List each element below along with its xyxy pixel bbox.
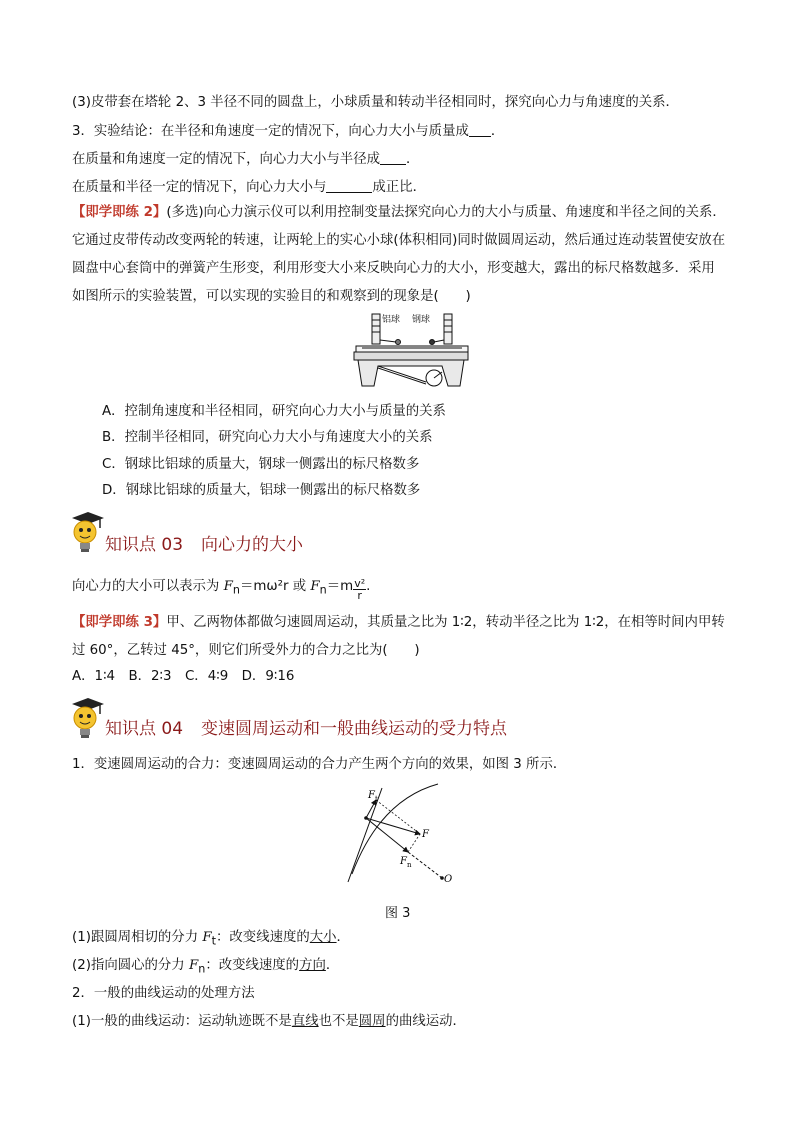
label-ft-sub: t: [375, 795, 378, 803]
item-general-curve: [72, 1013, 466, 1031]
text: 在质量和半径一定的情况下，向心力大小与: [72, 180, 327, 195]
formula-part: ＝mω²r: [239, 579, 289, 594]
label-aluminum-ball: 铝球: [382, 315, 401, 325]
kp-number: 知识点 03: [105, 535, 184, 555]
text-line-conclusion-mass: [72, 122, 504, 141]
answer-blank[interactable]: [469, 122, 491, 137]
option-a[interactable]: [102, 403, 446, 421]
scholar-bulb-icon: [68, 696, 104, 742]
text-line-conclusion-radius: [72, 150, 419, 169]
label-f: F: [422, 829, 429, 840]
scholar-bulb-icon: [68, 510, 104, 556]
object-point: [364, 816, 368, 820]
kp-number: 知识点 04: [105, 719, 184, 739]
radius-dashed: [408, 852, 442, 878]
question-text: (多选)向心力演示仪可以利用控制变量法探究向心力的大小与质量、角速度和半径之间的关系．它通过皮带传动改变两轮的转速，让两轮上的实心小球(体积相同)同时做圆周运动，然后通过连动装置使安放在圆盘中心套筒中的弹簧产生形变，利用形变大小来反映向心力的大小，形变越大，露出的标尺格数越多．采用如图所示的实验装置，可以实现的实验目的和观察到的现象是( ): [72, 205, 726, 304]
label-o: O: [444, 874, 453, 885]
label-fn: F: [400, 856, 407, 867]
kp-title: 向心力的大小: [201, 535, 304, 555]
practice-tag: 【即学即练 3】: [72, 615, 167, 630]
answer-blank[interactable]: [380, 150, 406, 165]
figure-3-caption: [385, 902, 410, 921]
subscript: t: [211, 934, 217, 948]
text-line-experiment-step-3: [72, 94, 679, 112]
knowledge-point-04-heading: [105, 718, 507, 740]
text: 成正比．: [372, 180, 426, 195]
text: 向心力的大小可以表示为: [72, 579, 224, 594]
text: ．: [405, 152, 420, 167]
text: (3)皮带套在塔轮 2、3 半径不同的圆盘上，小球质量和转动半径相同时，探究向心力与角速度的关系．: [72, 95, 679, 110]
option-text: C．钢球比铝球的质量大，钢球一侧露出的标尺格数多: [102, 457, 420, 472]
item-tangential-force: [72, 929, 350, 951]
subscript: n: [319, 583, 327, 597]
text: ：改变线速度的: [216, 930, 310, 945]
text: (1)一般的曲线运动：运动轨迹既不是: [72, 1014, 292, 1029]
symbol-f: F: [188, 958, 199, 973]
formula-part: ＝m: [326, 579, 354, 594]
practice-tag: 【即学即练 2】: [72, 205, 167, 220]
figure-3-force-decomposition: [330, 782, 460, 892]
denominator: r: [357, 589, 362, 602]
text: ．: [336, 930, 350, 945]
base-top: [354, 352, 468, 360]
base-frame: [358, 360, 464, 386]
kp-title: 变速圆周运动和一般曲线运动的受力特点: [201, 719, 508, 739]
fraction: [353, 578, 366, 601]
label-ft: F: [368, 790, 375, 801]
caption-text: 图 3: [385, 906, 411, 921]
text: 2．一般的曲线运动的处理方法: [72, 986, 255, 1001]
section-2-heading: [72, 985, 255, 1003]
text: 3．实验结论：在半径和角速度一定的情况下，向心力大小与质量成: [72, 124, 469, 139]
numerator: v²: [354, 577, 366, 590]
options-text: A．1∶4 B．2∶3 C．4∶9 D．9∶16: [72, 669, 295, 684]
aluminum-ball: [396, 340, 401, 345]
answer-blank[interactable]: [326, 178, 372, 193]
subscript: n: [232, 583, 240, 597]
underlined-answer: 直线: [291, 1014, 319, 1029]
option-text: A．控制角速度和半径相同，研究向心力大小与质量的关系: [102, 404, 446, 419]
steel-ball: [430, 340, 435, 345]
centripetal-force-apparatus-figure: [352, 310, 470, 392]
text: 或: [288, 579, 311, 594]
text: 1．变速圆周运动的合力：变速圆周运动的合力产生两个方向的效果，如图 3 所示．: [72, 757, 567, 772]
practice-2-question: [72, 199, 726, 311]
parallelogram-edge: [408, 834, 420, 852]
option-b[interactable]: [102, 429, 433, 447]
item-normal-force: [72, 957, 339, 979]
underlined-answer: 方向: [299, 958, 326, 973]
practice-3-options[interactable]: [72, 668, 294, 686]
text: (1)跟圆周相切的分力: [72, 930, 203, 945]
symbol-f: F: [310, 579, 320, 594]
text: ：改变线速度的: [205, 958, 300, 973]
knowledge-point-03-heading: [105, 534, 303, 556]
underlined-answer: 圆周: [358, 1014, 386, 1029]
option-c[interactable]: [102, 456, 419, 474]
underlined-answer: 大小: [309, 930, 337, 945]
text: ．: [490, 124, 505, 139]
label-steel-ball: 钢球: [412, 315, 431, 325]
option-text: D．钢球比铝球的质量大，铝球一侧露出的标尺格数多: [102, 483, 421, 498]
centripetal-force-formula: [72, 576, 370, 602]
label-fn-sub: n: [407, 861, 412, 869]
text-line-conclusion-angular: [72, 178, 426, 197]
practice-3-question: [72, 609, 726, 665]
text: 也不是: [318, 1014, 359, 1029]
option-text: B．控制半径相同，研究向心力大小与角速度大小的关系: [102, 430, 433, 445]
option-d[interactable]: [102, 482, 420, 500]
symbol-f: F: [202, 930, 212, 945]
text: 的曲线运动．: [385, 1014, 466, 1029]
text: .: [366, 579, 371, 594]
text: 在质量和角速度一定的情况下，向心力大小与半径成: [72, 152, 380, 167]
rotating-arm: [356, 346, 468, 352]
scale-sleeve-right: [444, 314, 452, 344]
subscript: n: [198, 962, 206, 976]
text: (2)指向圆心的分力: [72, 958, 189, 973]
scale-sleeve-left: [372, 314, 380, 344]
section-1-text: [72, 756, 566, 774]
symbol-f: F: [223, 579, 233, 594]
text: ．: [325, 958, 340, 973]
vector-fn: [366, 818, 408, 852]
question-text: 甲、乙两物体都做匀速圆周运动，其质量之比为 1∶2，转动半径之比为 1∶2，在相等时间内甲转过 60°，乙转过 45°，则它们所受外力的合力之比为( ): [72, 615, 725, 658]
